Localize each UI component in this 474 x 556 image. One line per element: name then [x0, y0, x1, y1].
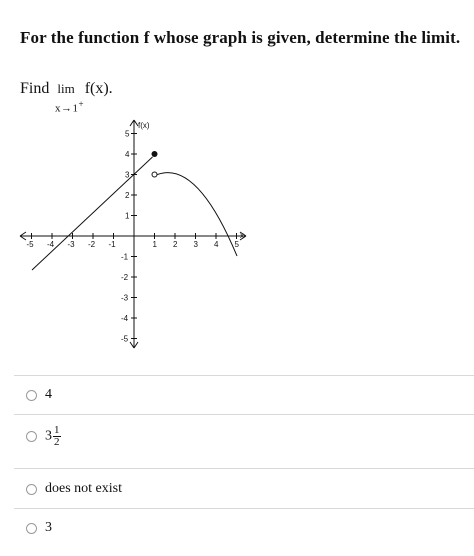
radio-option-3[interactable]: [26, 484, 37, 495]
option-3-label: does not exist: [45, 481, 122, 496]
divider: [14, 375, 474, 376]
prompt-find: Find: [20, 80, 50, 97]
x-tick-label: -2: [88, 240, 96, 249]
x-tick-label: -5: [26, 240, 34, 249]
y-tick-label: 1: [125, 211, 130, 221]
option-4[interactable]: [26, 520, 52, 536]
radio-option-4[interactable]: [26, 523, 37, 534]
option-2-fraction: [53, 425, 61, 448]
y-tick-label: -3: [121, 293, 129, 303]
x-tick-label: 1: [152, 240, 157, 249]
option-1-label: 4: [45, 387, 52, 402]
function-notation: f(x).: [84, 80, 113, 97]
option-2-denominator: 2: [54, 436, 60, 448]
radio-option-1[interactable]: [26, 390, 37, 401]
limit-prompt: [20, 80, 113, 98]
limit-side: +: [78, 99, 85, 109]
option-2-label: [45, 425, 61, 448]
y-axis-label: f(x): [138, 121, 150, 130]
open-point: [152, 172, 157, 177]
divider: [14, 508, 474, 509]
option-3[interactable]: [26, 481, 122, 497]
y-tick-label: 4: [125, 150, 130, 159]
option-2[interactable]: [26, 425, 61, 448]
option-1[interactable]: [26, 387, 52, 403]
radio-option-2[interactable]: [26, 431, 37, 442]
y-tick-label: 2: [125, 191, 130, 200]
y-tick-label: 5: [125, 129, 130, 139]
x-tick-label: 4: [214, 240, 219, 249]
y-tick-label: -5: [121, 334, 129, 344]
option-4-label: 3: [45, 520, 52, 535]
lim-word: lim: [57, 81, 75, 96]
option-2-numerator: 1: [54, 424, 60, 436]
x-tick-label: 5: [234, 240, 239, 249]
question-title: For the function f whose graph is given, determine the limit.: [20, 28, 461, 47]
x-axis-label: x: [240, 231, 244, 240]
y-tick-label: -2: [121, 273, 129, 282]
closed-point: [152, 151, 158, 157]
x-tick-label: -1: [108, 240, 116, 249]
x-tick-label: 3: [193, 240, 198, 249]
x-tick-label: 2: [173, 240, 178, 249]
y-tick-label: -4: [121, 314, 129, 323]
function-graph: [0, 110, 260, 360]
option-2-whole: 3: [45, 428, 52, 444]
y-tick-label: -1: [121, 252, 129, 262]
divider: [14, 414, 474, 415]
divider: [14, 468, 474, 469]
y-tick-label: 3: [125, 170, 130, 180]
x-tick-label: -4: [47, 240, 55, 249]
x-tick-label: -3: [67, 240, 75, 249]
limit-approach: x→1: [55, 102, 79, 115]
